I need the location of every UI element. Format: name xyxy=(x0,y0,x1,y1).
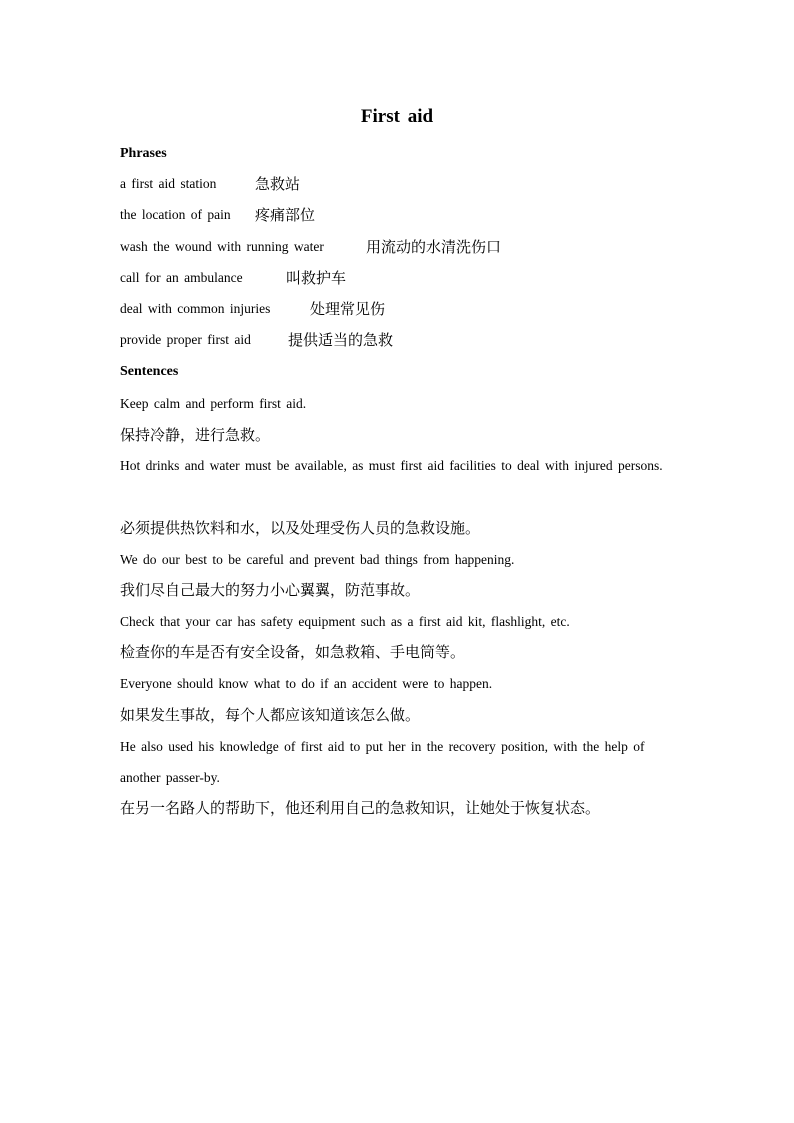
phrase-item xyxy=(120,237,502,257)
phrase-chinese: 提供适当的急救 xyxy=(288,331,394,349)
sentence-chinese: 必须提供热饮料和水，以及处理受伤人员的急救设施。 xyxy=(120,519,481,537)
sentence-chinese: 在另一名路人的帮助下，他还利用自己的急救知识，让她处于恢复状态。 xyxy=(120,799,601,817)
phrase-item xyxy=(120,174,301,194)
phrase-english: wash the wound with running water xyxy=(120,239,324,254)
sentence-english: Check that your car has safety equipment such as a first aid kit, flashlight, etc. xyxy=(120,614,570,629)
phrase-item xyxy=(120,330,394,350)
sentence-chinese: 保持冷静，进行急救。 xyxy=(120,426,271,444)
phrase-english: call for an ambulance xyxy=(120,270,243,285)
phrase-chinese: 处理常见伤 xyxy=(310,300,386,318)
phrase-item xyxy=(120,205,316,225)
phrase-english: the location of pain xyxy=(120,207,231,222)
phrase-chinese: 叫救护车 xyxy=(286,269,347,287)
sentence-chinese: 检查你的车是否有安全设备，如急救箱、手电筒等。 xyxy=(120,643,466,661)
sentences-heading: Sentences xyxy=(120,364,179,379)
sentence-english: We do our best to be careful and prevent bad things from happening. xyxy=(120,552,515,567)
phrase-chinese: 急救站 xyxy=(255,175,301,193)
sentence-chinese: 如果发生事故，每个人都应该知道该怎么做。 xyxy=(120,706,421,724)
sentence-english: Keep calm and perform first aid. xyxy=(120,396,307,411)
sentence-english: Hot drinks and water must be available, as must first aid facilities to deal with injured persons. xyxy=(120,458,663,473)
phrase-chinese: 用流动的水清洗伤口 xyxy=(366,238,502,256)
phrase-english: provide proper first aid xyxy=(120,332,251,347)
phrase-item xyxy=(120,268,347,288)
phrase-item xyxy=(120,299,386,319)
sentence-chinese: 我们尽自己最大的努力小心翼翼，防范事故。 xyxy=(120,581,421,599)
phrases-heading: Phrases xyxy=(120,146,167,161)
sentence-english: He also used his knowledge of first aid to put her in the recovery position, with the help of another passer-by. xyxy=(120,739,645,785)
phrase-chinese: 疼痛部位 xyxy=(255,206,316,224)
phrase-english: a first aid station xyxy=(120,176,217,191)
sentence-english: Everyone should know what to do if an accident were to happen. xyxy=(120,676,493,691)
page-title: First aid xyxy=(360,106,434,127)
phrase-english: deal with common injuries xyxy=(120,301,271,316)
